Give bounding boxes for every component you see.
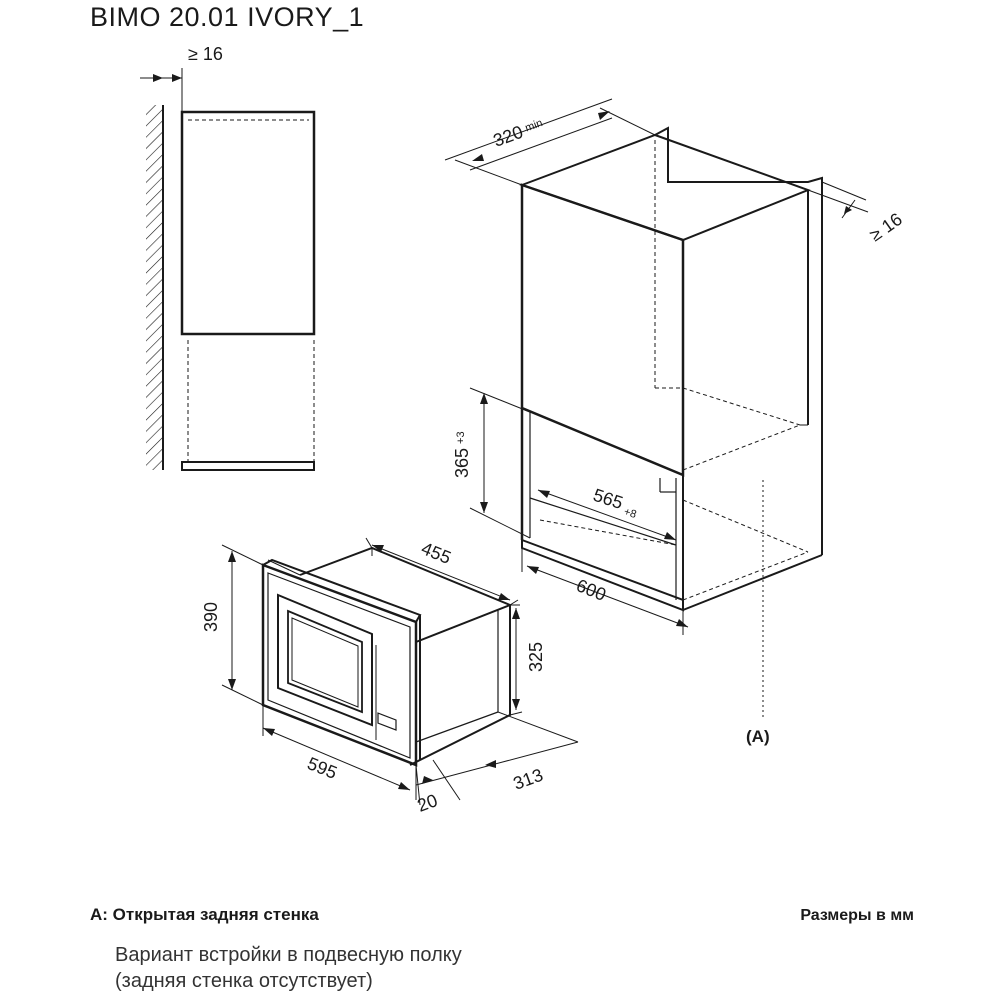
dim-front-height — [222, 545, 263, 705]
side-view — [140, 68, 314, 470]
oven-depth-total-label: 455 — [418, 538, 454, 568]
cabinet-door — [522, 185, 683, 475]
description-line-1: Вариант встройки в подвесную полку — [115, 944, 462, 966]
niche-width-label: $565_{+8}$ — [590, 484, 638, 522]
dim-body-depth — [416, 712, 578, 805]
dim-body-height — [510, 605, 522, 715]
right-gap-label: ≥ 16 — [865, 208, 906, 246]
dim-right-gap — [808, 182, 868, 218]
body-height-label: 325 — [526, 641, 546, 672]
wall-cabinet — [522, 128, 822, 720]
side-gap-label: ≥ 16 — [188, 44, 223, 64]
front-height-label: 390 — [201, 601, 221, 632]
caption-open-back: A: Открытая задняя стенка — [90, 905, 319, 924]
front-width-label: 595 — [304, 753, 340, 783]
body-depth-label: 313 — [510, 764, 546, 794]
units-note: Размеры в мм — [800, 907, 914, 924]
side-shelf — [182, 462, 314, 470]
oven-front-frame — [263, 565, 416, 765]
microwave-oven — [263, 548, 510, 765]
description-line-2: (задняя стенка отсутствует) — [115, 970, 373, 992]
marker-a-label: (A) — [746, 727, 770, 746]
cabinet-width-label: 600 — [573, 575, 609, 605]
dim-depth-min — [445, 99, 655, 185]
installation-description — [115, 942, 462, 994]
niche-height-label: $365^{+3}$ — [452, 431, 472, 478]
oven-display — [378, 713, 396, 730]
front-thickness-label: 20 — [414, 790, 441, 816]
depth-min-label: $320^{min}$ — [490, 117, 545, 151]
cabinet-top — [522, 135, 808, 240]
page-title: BIMO 20.01 IVORY_1 — [90, 2, 365, 32]
wall-hatch — [146, 105, 163, 470]
side-cabinet — [182, 112, 314, 334]
